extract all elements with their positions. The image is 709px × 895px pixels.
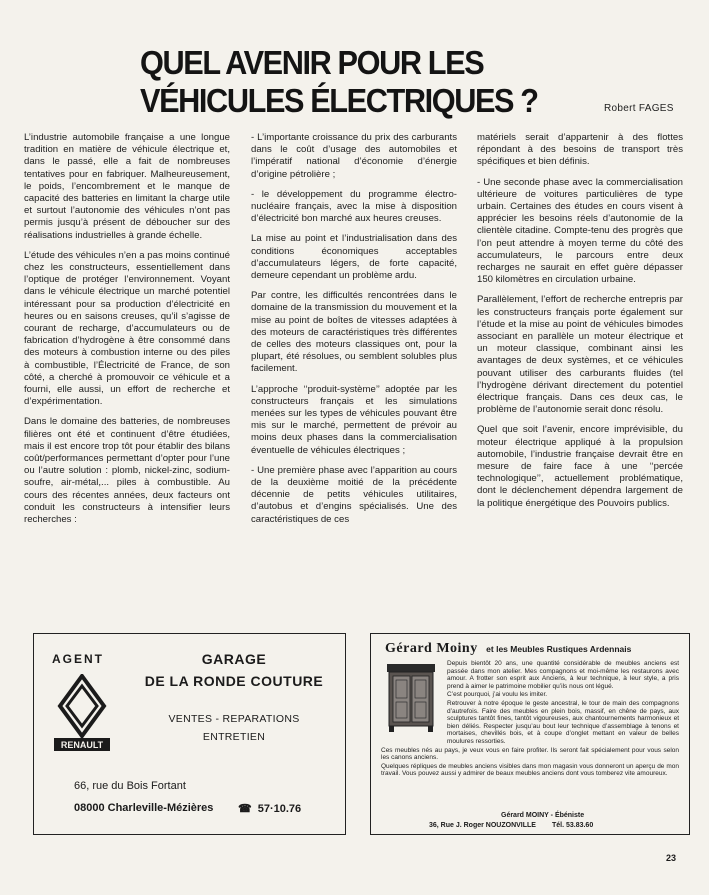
article-column-3 — [477, 132, 683, 518]
paragraph: matériels serait d’appartenir à des flottes répondant à des besoins de transport très spécifiques et bien définis. — [477, 132, 683, 168]
paragraph: Retrouver à notre époque le geste ancestral, le tour de main des compagnons d’autrefois. Faire des meubles en plein bois, massif, en chêne de pays, aux sculptures tantôt fines, tantôt vigoureuses, aux chantournements harmonieux et bien déliés. Respecter jusqu’au bout leur technique d’assemblage à tenons et mortaises, chevillés bois, et à coupe d’onglet mettant en valeur de belles moulures ressorties. — [447, 699, 679, 745]
paragraph: L’industrie automobile française a une longue tradition en matière de véhicule électrique et, dans le passé, elle a fait de nombreuses tentatives pour en fabriquer. Malheureusement, le poids, l’encombrement et le manque de capacité des batteries en limitant la charge utile et surtout l’autonomie des véhicules n’ont pas permis jusqu’à présent de déboucher sur des réalisations industrielles à grande échelle. — [24, 132, 230, 241]
paragraph: Dans le domaine des batteries, de nombreuses filières ont été et continuent d’être étudiées, mais il est encore trop tôt pour établir des bilans coût/performances permettant d’opter pour l’une ou l’autre solution : plomb, nickel-zinc, sodium-soufre, air-métal,... piles à combustible. Au cours des récentes années, deux facteurs ont conduit les constructeurs à intensifier leurs recherches : — [24, 416, 230, 526]
page-number: 23 — [666, 853, 677, 863]
garage-phone: ☎ 57·10.76 — [238, 803, 302, 815]
paragraph: Ces meubles nés au pays, je veux vous en faire profiter. Ils seront fait spécialement pour vous selon les canons anciens. — [381, 746, 679, 762]
article-column-1 — [24, 132, 230, 534]
paragraph: Quel que soit l’avenir, encore imprévisible, du moteur électrique appliqué à la propulsion automobile, l’industrie française devrait être en mesure de faire face à une ‘‘percée technologique’’, actuellement problématique, dont le déclenchement dépendra largement de la politique énergétique des Pouvoirs publics. — [477, 424, 683, 509]
paragraph: La mise au point et l’industrialisation dans des conditions économiques acceptables d’accumulateurs légers, de forte capacité, demeure cependant un problème ardu. — [251, 233, 457, 282]
renault-logo-icon — [52, 674, 112, 752]
paragraph: L’étude des véhicules n’en a pas moins continué chez les constructeurs, essentiellement dans l’optique de protéger l’environnement. Voyant dans le véhicule électrique un marché potentiel intéressant pour sa production d’électricité en heures ou en saisons creuses, qu’il s’agisse de courant de recharge, d’accumulateurs ou de fabrication d’hydrogène à être consommé dans des moteurs à combustion interne ou des piles à combustible, l’Électricité de France, de son côté, a cherché à promouvoir ce véhicule et a fourni, elle aussi, un effort de recherche et d’expérimentation. — [24, 249, 230, 408]
moiny-signature: Gérard MOINY - Ébéniste — [501, 812, 585, 819]
paragraph: - le développement du programme électro-nucléaire français, avec la mise à disposition d’électricité bon marché aux heures creuses. — [251, 188, 457, 225]
article-title — [140, 44, 568, 120]
paragraph: Parallèlement, l’effort de recherche entrepris par les constructeurs français porte également sur l’étude et la mise au point de véhicules bimodes associant en parallèle un moteur électrique et un moteur classique, combinant ainsi les avantages de deux systèmes, et ce véhicules pouvant utiliser des carburants fluides (tel l’hydrogène dérivant directement du potentiel électrique français. Dans ces deux cas, le problème de l’autonomie serait donc résolu. — [477, 294, 683, 416]
paragraph: C’est pourquoi, j’ai voulu les imiter. — [447, 691, 548, 699]
garage-services: VENTES - REPARATIONS ENTRETIEN — [168, 713, 300, 743]
paragraph: - L’importante croissance du prix des carburants dans le coût d’usage des automobiles et l’impératif national d’économie d’énergie d’origine pétrolière ; — [251, 132, 457, 180]
telephone-icon: ☎ — [238, 803, 252, 815]
article-author: Robert FAGES — [604, 103, 674, 114]
moiny-text — [381, 660, 679, 779]
renault-wordmark: RENAULT — [60, 740, 104, 750]
garage-advertisement — [33, 633, 346, 835]
title-line-1: QUEL AVENIR POUR LES — [140, 44, 484, 81]
moiny-address: 36, Rue J. Roger NOUZONVILLE Tél. 53.83.60 — [429, 822, 594, 829]
moiny-header — [385, 639, 631, 657]
garage-street: 66, rue du Bois Fortant — [74, 780, 186, 792]
paragraph: - Une première phase avec l’apparition au cours de la deuxième moitié de la précédente décennie de petits véhicules utilitaires, d’autobus et d’engins spécialisés. Une des caractéristiques de ces — [251, 464, 457, 525]
article-column-2 — [251, 132, 457, 534]
moiny-subtitle: et les Meubles Rustiques Ardennais — [486, 644, 632, 654]
agent-label: AGENT — [52, 652, 104, 666]
paragraph: Quelques répliques de meubles anciens visibles dans mon magasin vous donneront un aperçu de mon travail. Vous pouvez aussi y admirer de beaux meubles anciens dont vous tomberez vite amoureux. — [381, 762, 679, 778]
moiny-name: Gérard Moiny — [385, 641, 478, 656]
garage-name: GARAGE DE LA RONDE COUTURE — [144, 651, 324, 689]
paragraph: Par contre, les difficultés rencontrées dans le domaine de la transmission du mouvement et la mise au point de boîtes de vitesses adaptées à des moteurs de caractéristiques très différentes de celles des moteurs classiques ont, pour la plupart, été résolues, ou semblent solubles plus facilement. — [251, 290, 457, 375]
paragraph: L’approche ‘‘produit-système’’ adoptée par les constructeurs français et les simulations menées sur les types de véhicules pouvant être mis sur le marché, permettent de prévoir au moins deux phases dans la commercialisation éventuelle de véhicules électriques ; — [251, 383, 457, 456]
garage-city: 08000 Charleville-Mézières — [74, 802, 214, 814]
moiny-advertisement — [370, 633, 690, 835]
paragraph: Depuis bientôt 20 ans, une quantité considérable de meubles anciens est passée dans mon atelier. Mes compagnons et moi-même les restaurons avec amour. A frotter son esprit aux Anciens, à leur technique, à leur style, a pris prend à aimer le patrimoine mobilier qu’ils nous ont légué. — [447, 660, 679, 690]
paragraph: - Une seconde phase avec la commercialisation ultérieure de voitures particulières de type urbain. Certaines des études en cours visent à apprécier les besoins réels d’autonomie de la clientèle citadine. Compte-tenu des progrès que l’on peut attendre à moyen terme du côté des accumulateurs, le parcours entre deux recharges ne saurait en effet guère dépasser 150 kilomètres en circulation urbaine. — [477, 176, 683, 286]
title-line-2: VÉHICULES ÉLECTRIQUES ? — [140, 82, 538, 119]
